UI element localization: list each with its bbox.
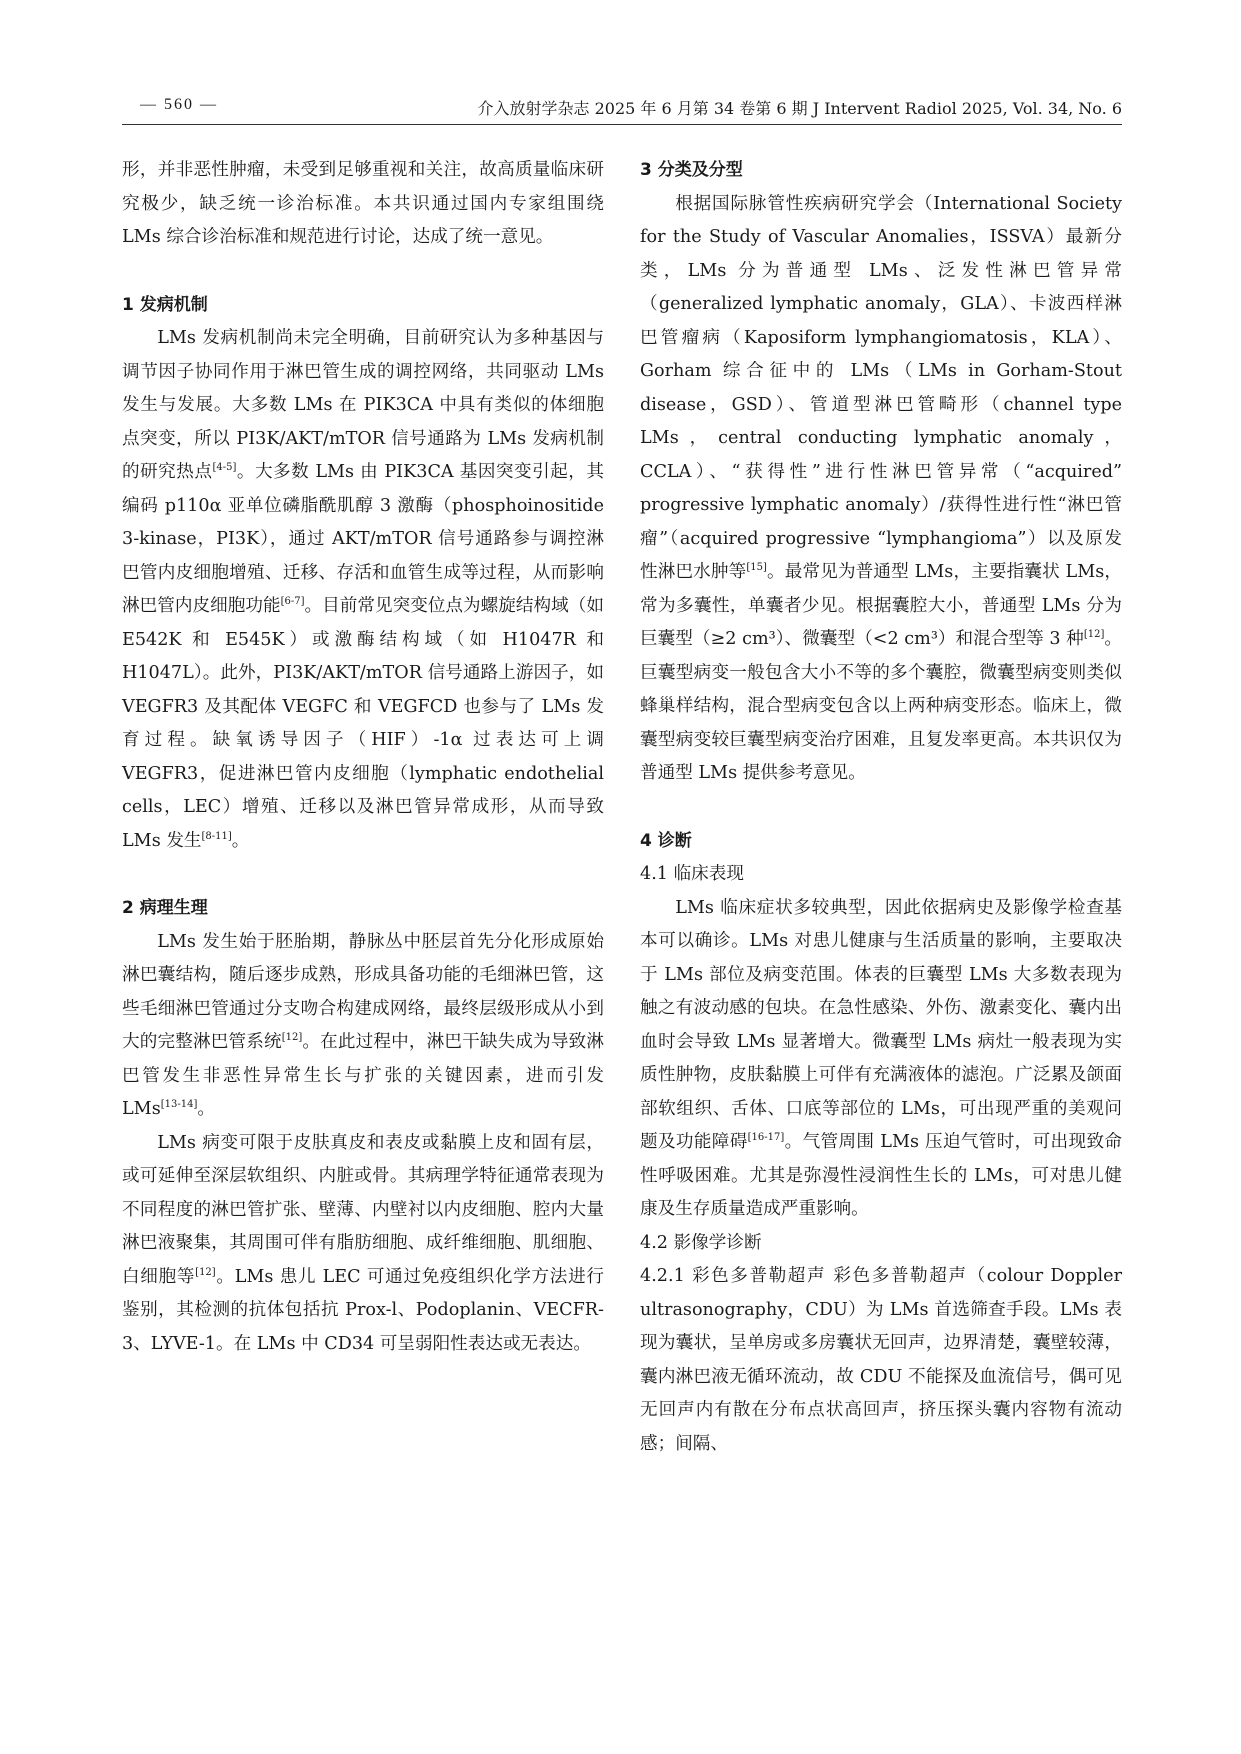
section-4-title: 4 诊断 [640,830,692,851]
page-number: — 560 — [140,96,218,113]
subsection-4-1-title: 4.1 临床表现 [640,864,744,884]
citation: [12] [281,1032,303,1044]
left-column [122,154,604,1361]
header-rule [122,124,1122,125]
citation: [8-11] [201,830,232,842]
section-4-2-1-paragraph: 4.2.1 彩色多普勒超声 彩色多普勒超声（colour Doppler ultrasonography，CDU）为 LMs 首选筛查手段。LMs 表现为囊状，呈单房或多房囊状无回声，边界清楚，囊壁较薄，囊内淋巴液无循环流动，故 CDU 不能探及血流信号，偶可见无回声内有散在分布点状高回声，挤压探头囊内容物有流动感；间隔、 [640,1266,1122,1454]
subsection-4-2-title: 4.2 影像学诊断 [640,1232,762,1253]
citation: [16-17] [747,1132,785,1144]
section-2-paragraph-1: LMs 发生始于胚胎期，静脉丛中胚层首先分化形成原始淋巴囊结构，随后逐步成熟，形成具备功能的毛细淋巴管，这些毛细淋巴管通过分支吻合构建成网络，最终层级形成从小到大的完整淋巴管系统[12]。在此过程中，淋巴干缺失成为导致淋巴管发生非恶性异常生长与扩张的关键因素，进而引发 LMs[13-14]。 [122,931,604,1119]
subsection-4-2-1-title: 4.2.1 彩色多普勒超声 [640,1266,827,1286]
citation: [4-5] [212,462,237,474]
section-1-paragraph: LMs 发病机制尚未完全明确，目前研究认为多种基因与调节因子协同作用于淋巴管生成的调控网络，共同驱动 LMs 发生与发展。大多数 LMs 在 PIK3CA 中具有类似的体细胞点突变，所以 PI3K/AKT/mTOR 信号通路为 LMs 发病机制的研究热点[4-5]。大多数 LMs 由 PIK3CA 基因突变引起，其编码 p110α 亚单位磷脂酰肌醇 3 激酶（phosphoinositide 3-kinase，PI3K），通过 AKT/mTOR 信号通路参与调控淋巴管内皮细胞增殖、迁移、存活和血管生成等过程，从而影响淋巴管内皮细胞功能[6-7]。目前常见突变位点为螺旋结构域（如 E542K 和 E545K）或激酶结构域（如 H1047R 和 H1047L）。此外，PI3K/AKT/mTOR 信号通路上游因子，如 VEGFR3 及其配体 VEGFC 和 VEGFCD 也参与了 LMs 发育过程。缺氧诱导因子（HIF）-1α 过表达可上调 VEGFR3，促进淋巴管内皮细胞（lymphatic endothelial cells，LEC）增殖、迁移以及淋巴管异常成形，从而导致 LMs 发生[8-11]。 [122,328,604,851]
right-column [640,154,1122,1461]
citation: [13-14] [160,1099,198,1111]
citation: [12] [195,1266,216,1278]
citation: [12] [1083,629,1105,641]
section-2-paragraph-2: LMs 病变可限于皮肤真皮和表皮或黏膜上皮和固有层，或可延伸至深层软组织、内脏或骨。其病理学特征通常表现为不同程度的淋巴管扩张、壁薄、内壁衬以内皮细胞、腔内大量淋巴液聚集，其周围可伴有脂肪细胞、成纤维细胞、肌细胞、白细胞等[12]。LMs 患儿 LEC 可通过免疫组织化学方法进行鉴别，其检测的抗体包括抗 Prox-l、Podoplanin、VECFR-3、LYVE-1。在 LMs 中 CD34 可呈弱阳性表达或无表达。 [122,1132,604,1354]
section-1-title: 1 发病机制 [122,294,208,315]
section-4-1-paragraph: LMs 临床症状多较典型，因此依据病史及影像学检查基本可以确诊。LMs 对患儿健康与生活质量的影响，主要取决于 LMs 部位及病变范围。体表的巨囊型 LMs 大多数表现为触之有波动感的包块。在急性感染、外伤、激素变化、囊内出血时会导致 LMs 显著增大。微囊型 LMs 病灶一般表现为实质性肿物，皮肤黏膜上可伴有充满液体的滤泡。广泛累及颌面部软组织、舌体、口底等部位的 LMs，可出现严重的美观问题及功能障碍[16-17]。气管周围 LMs 压迫气管时，可出现致命性呼吸困难。尤其是弥漫性浸润性生长的 LMs，可对患儿健康及生存质量造成严重影响。 [640,897,1122,1219]
journal-citation: 介入放射学杂志 2025 年 6 月第 34 卷第 6 期 J Intervent Radiol 2025, Vol. 34, No. 6 [477,99,1122,118]
citation: [15] [746,562,767,574]
section-2-title: 2 病理生理 [122,898,208,918]
section-3-title: 3 分类及分型 [640,160,743,180]
citation: [6-7] [280,596,305,608]
intro-paragraph: 形，并非恶性肿瘤，未受到足够重视和关注，故高质量临床研究极少，缺乏统一诊治标准。本共识通过国内专家组围绕 LMs 综合诊治标准和规范进行讨论，达成了统一意见。 [122,160,604,247]
page-header [122,96,1122,124]
section-3-paragraph: 根据国际脉管性疾病研究学会（International Society for the Study of Vascular Anomalies，ISSVA）最新分类，LMs 分为普通型 LMs、泛发性淋巴管异常（generalized lymphatic anomaly，GLA）、卡波西样淋巴管瘤病（Kaposiform lymphangiomatosis，KLA）、Gorham 综合征中的 LMs（LMs in Gorham-Stout disease，GSD）、管道型淋巴管畸形（channel type LMs，central conducting lymphatic anomaly，CCLA）、“获得性”进行性淋巴管异常（“acquired” progressive lymphatic anomaly）/获得性进行性“淋巴管瘤”（acquired progressive “lymphangioma”）以及原发性淋巴水肿等[15]。最常见为普通型 LMs，主要指囊状 LMs，常为多囊性，单囊者少见。根据囊腔大小，普通型 LMs 分为巨囊型（≥2 cm³）、微囊型（<2 cm³）和混合型等 3 种[12]。巨囊型病变一般包含大小不等的多个囊腔，微囊型病变则类似蜂巢样结构，混合型病变包含以上两种病变形态。临床上，微囊型病变较巨囊型病变治疗困难，且复发率更高。本共识仅为普通型 LMs 提供参考意见。 [640,193,1122,783]
